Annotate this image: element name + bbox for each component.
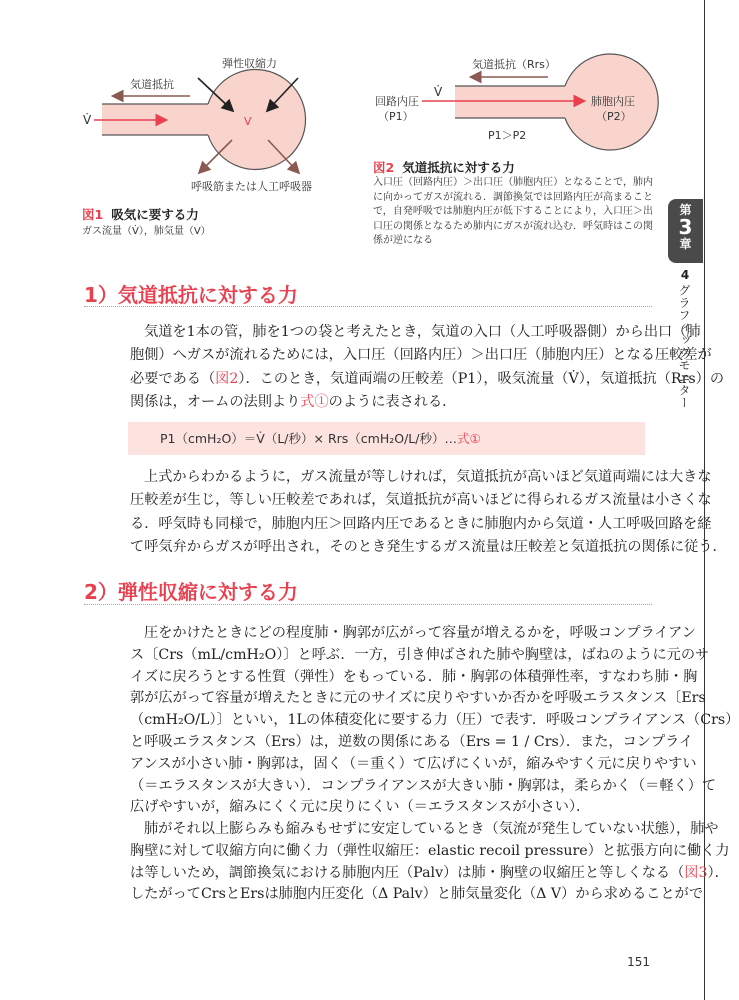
chapter-number: 3 <box>678 215 693 239</box>
formula-label: 式① <box>457 431 481 446</box>
relation-label: P1＞P2 <box>488 129 527 142</box>
text-line: 圧をかけたときにどの程度肺・胸郭が広がって容量が増えるかを，呼吸コンプライアン <box>144 625 696 641</box>
page-number: 151 <box>627 955 650 969</box>
text-line: 胞側）へガスが流れるためには，入口圧（回路内圧）＞出口圧（肺胞内圧）となる圧較差が <box>130 347 712 364</box>
desc-line: 入口圧（回路内圧）＞出口圧（肺胞内圧）となることで，肺内 <box>373 177 653 188</box>
formula-text: P1（cmH₂O）＝V̇（L/秒）× Rrs（cmH₂O/L/秒）… <box>160 431 457 446</box>
alveolar-pressure-label: 肺胞内圧 <box>591 95 635 108</box>
text: は等しいため，調節換気における肺胞内圧（Palv）は肺・胸壁の収縮圧と等しくなる（ <box>130 864 685 881</box>
text-line: 圧較差が生じ，等しい圧較差であれば，気道抵抗が高いほどに得られるガス流量は小さくな <box>130 492 712 509</box>
figure-1-diagram <box>94 69 306 172</box>
figure-2-description <box>373 176 653 249</box>
section-1-heading: 1）気道抵抗に対する力 <box>84 283 298 307</box>
text-line: （＝エラスタンスが大きい）．コンプライアンスが大きい肺・胸郭は，柔らかく（＝軽く）て <box>130 777 717 794</box>
figure-2-title: 気道抵抗に対する力 <box>402 160 515 175</box>
text-line <box>130 391 650 414</box>
circuit-pressure-label: 回路内圧 <box>375 95 419 108</box>
text-line: 肺がそれ以上膨らみも縮みもせずに安定しているとき（気流が発生していない状態），肺や <box>144 821 719 837</box>
section-2-paragraph-2 <box>130 819 730 906</box>
text-line: る．呼気時も同様で，肺胞内圧＞回路内圧であるときに肺胞内から気道・人工呼吸回路を経 <box>130 515 712 532</box>
text-line: と呼吸エラスタンス（Ers）は，逆数の関係にある（Ers = 1 / Crs）．また，コンプライ <box>130 733 694 750</box>
text: のように表される． <box>328 393 457 410</box>
figure-2-caption <box>373 158 515 176</box>
elastic-recoil-label: 弾性収縮力 <box>222 57 277 70</box>
text-line: 郭が広がって容量が増えたときに元のサイズに戻りやすいか否かを呼吸エラスタンス〔Ers <box>130 690 706 707</box>
flow-label: V̇ <box>83 113 92 127</box>
text-line: アンスが小さい肺・胸郭は，固く（＝重く）て広げにくいが，縮みやすく元に戻りやすい <box>130 755 697 772</box>
text-line: 上式からわかるように，ガス流量が等しければ，気道抵抗が高いほど気道両端には大きな <box>144 469 712 485</box>
p1-label: （P1） <box>378 110 414 123</box>
text-line: （cmH₂O/L）〕といい，1Lの体積変化に要する力（圧）で表す．呼吸コンプライアンス（Crs） <box>130 712 739 729</box>
volume-label: V <box>244 115 252 128</box>
p2-label: （P2） <box>596 110 632 123</box>
flow-label-2: V̇ <box>434 85 443 99</box>
desc-line: 係が逆になる <box>373 235 433 247</box>
figure-1-title: 吸気に要する力 <box>111 207 199 222</box>
text-line: 気道を1本の管，肺を1つの袋と考えたとき，気道の入口（人工呼吸器側）から出口（肺 <box>144 324 701 340</box>
text-line <box>130 368 725 391</box>
figure-1-number: 図1 <box>82 207 104 222</box>
section-title-vertical: グラフィックモニター <box>677 284 691 409</box>
desc-line: 口圧の関係となるため肺内にガスが流れ込む．呼気時はこの関 <box>373 220 653 232</box>
text-line: したがってCrsとErsは肺胞内圧変化（Δ Palv）と肺気量変化（Δ V）から求めることがで <box>130 886 704 903</box>
desc-line: に向かってガスが流れる．調節換気では回路内圧が高まること <box>373 191 653 203</box>
formula-box <box>128 422 645 455</box>
section-number: 4 <box>680 268 690 282</box>
formula-1-link[interactable]: 式① <box>300 393 329 410</box>
section-2-paragraph-1 <box>130 623 739 819</box>
text-line: て呼気弁からガスが呼出され，そのとき発生するガス流量は圧較差と気道抵抗の関係に従う． <box>130 538 727 555</box>
text-line <box>130 863 729 885</box>
section-1-paragraph-2 <box>130 466 727 559</box>
chapter-suffix: 章 <box>679 237 692 251</box>
text: 必要である（ <box>130 370 216 387</box>
muscles-label: 呼吸筋または人工呼吸器 <box>191 180 312 193</box>
text: 関係は，オームの法則より <box>130 393 301 410</box>
section-2-divider <box>84 604 652 605</box>
chapter-tab[interactable] <box>668 199 703 263</box>
airway-resistance-label: 気道抵抗 <box>130 78 174 91</box>
text-line: ス〔Crs（mL/cmH₂O）〕と呼ぶ．一方，引き伸ばされた肺や胸壁は，ばねのように元のサ <box>130 646 710 663</box>
figure-1-caption <box>82 205 199 223</box>
figure-2-link[interactable]: 図2 <box>215 370 239 387</box>
figure-1-subcaption: ガス流量（V̇），肺気量（V） <box>82 226 211 237</box>
text: ）． <box>707 864 729 881</box>
section-1-divider <box>84 306 652 307</box>
chapter-prefix: 第 <box>679 203 692 217</box>
figure-2-number: 図2 <box>373 160 395 175</box>
text-line: 胸壁に対して収縮方向に働く力（弾性収縮圧：elastic recoil pressure）と拡張方向に働く力 <box>130 842 730 859</box>
text-line: 広げやすいが，縮みにくく元に戻りにくい（＝エラスタンスが小さい）． <box>130 799 591 816</box>
text: ）．このとき，気道両端の圧較差（P1），吸気流量（V̇），気道抵抗（Rrs）の <box>238 370 725 387</box>
desc-line: で，自発呼吸では肺胞内圧が低下することにより，入口圧＞出 <box>373 206 653 218</box>
rrs-label: 気道抵抗（Rrs） <box>472 58 556 71</box>
section-2-heading: 2）弾性収縮に対する力 <box>84 580 298 604</box>
text-line: イズに戻ろうとする性質（弾性）をもっている．肺・胸郭の体積弾性率，すなわち肺・胸 <box>130 668 698 685</box>
figure-3-link[interactable]: 図3 <box>684 864 708 881</box>
